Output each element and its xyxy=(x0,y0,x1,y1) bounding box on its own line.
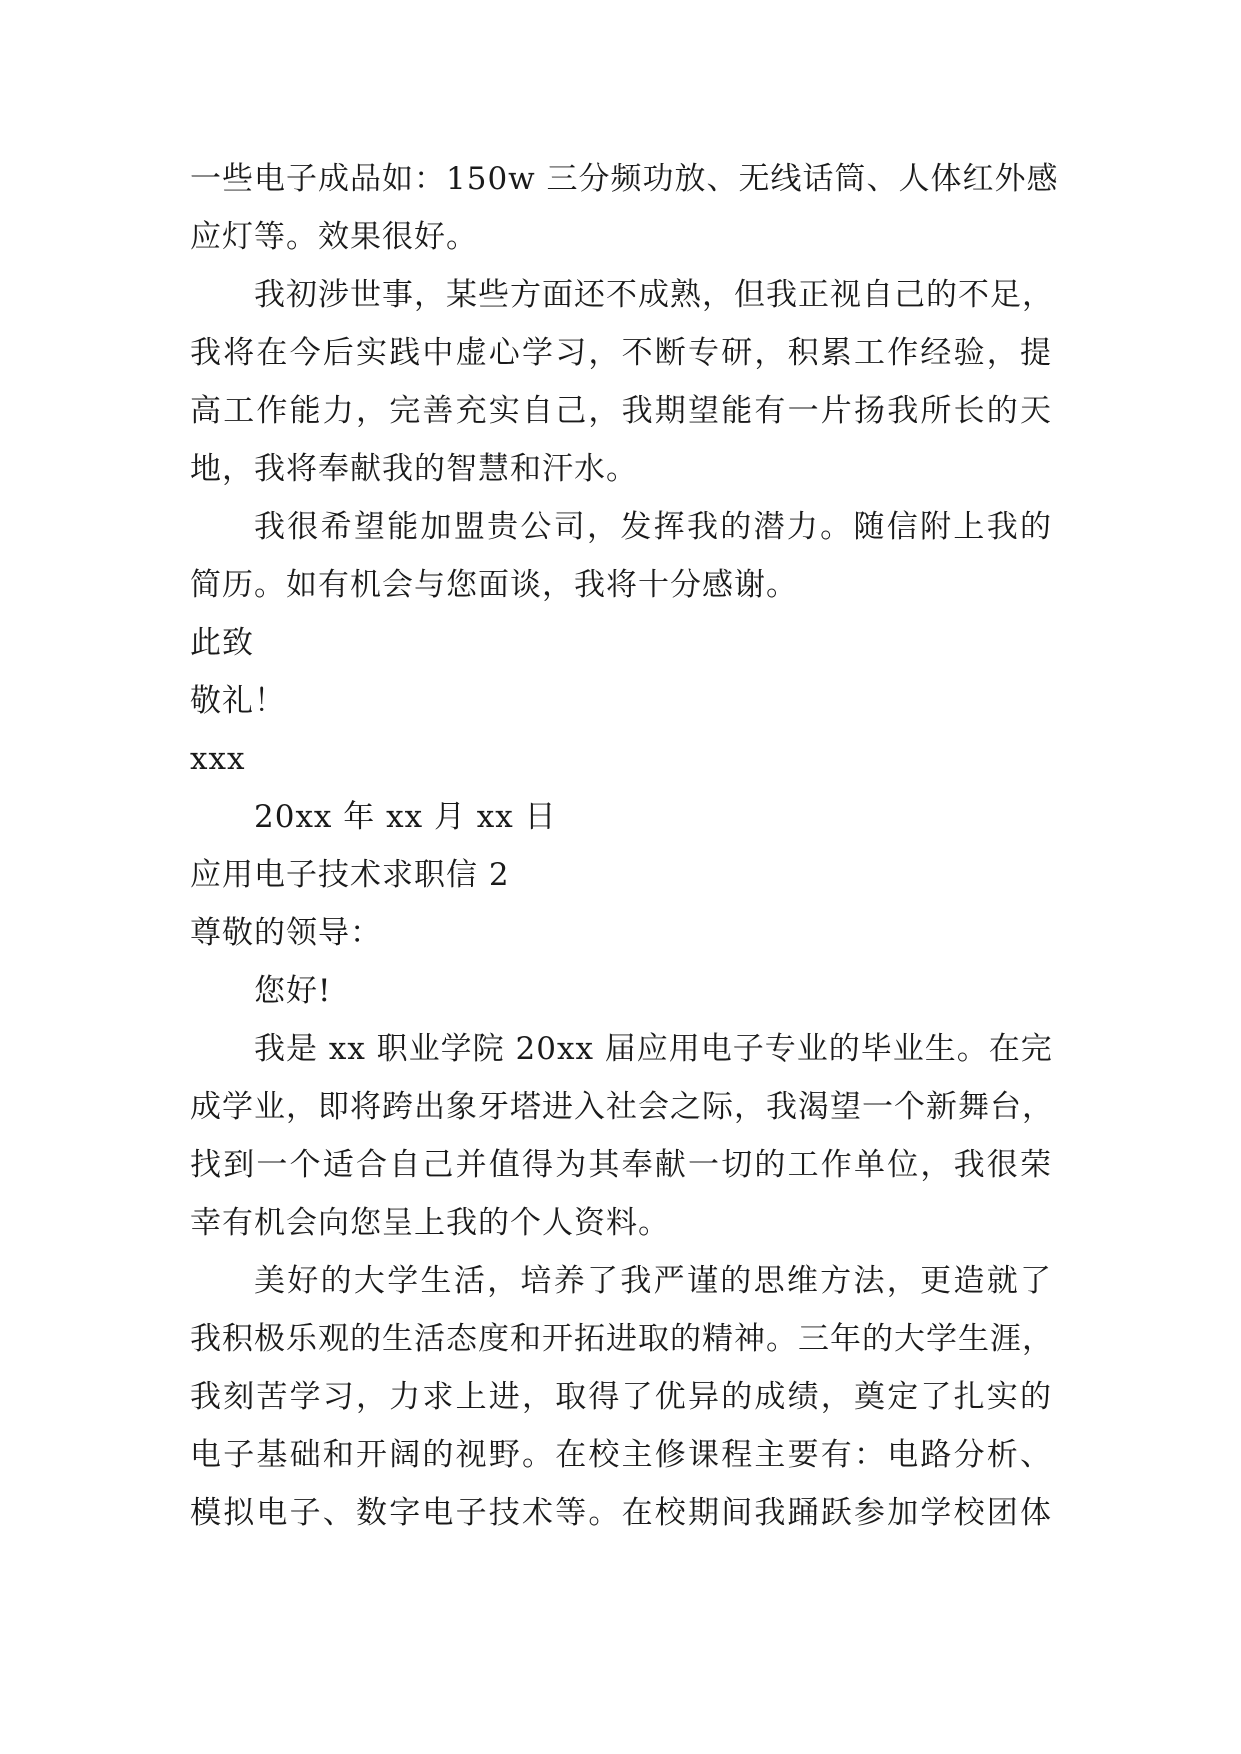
text-line: 地，我将奉献我的智慧和汗水。 xyxy=(190,451,638,487)
paragraph-start: 我很希望能加盟贵公司，发挥我的潜力。随信附上我的 xyxy=(254,509,1052,545)
text-line: 成学业，即将跨出象牙塔进入社会之际，我渴望一个新舞台， xyxy=(190,1089,1054,1125)
text-line: 找到一个适合自己并值得为其奉献一切的工作单位，我很荣 xyxy=(190,1147,1052,1183)
paragraph-start: 我初涉世事，某些方面还不成熟，但我正视自己的不足， xyxy=(254,277,1054,313)
paragraph-start: 美好的大学生活，培养了我严谨的思维方法，更造就了 xyxy=(254,1263,1052,1299)
text-line: 应灯等。效果很好。 xyxy=(190,219,478,255)
text-line: 我积极乐观的生活态度和开拓进取的精神。三年的大学生涯， xyxy=(190,1321,1054,1357)
paragraph-start: 我是 xx 职业学院 20xx 届应用电子专业的毕业生。在完 xyxy=(254,1031,1053,1067)
section-title: 应用电子技术求职信 2 xyxy=(190,857,510,893)
signature-date: 20xx 年 xx 月 xx 日 xyxy=(254,799,557,835)
greeting: 尊敬的领导： xyxy=(190,915,382,951)
document-page xyxy=(190,150,1059,1542)
text-line: 我刻苦学习，力求上进，取得了优异的成绩，奠定了扎实的 xyxy=(190,1379,1052,1415)
text-line: 一些电子成品如：150w 三分频功放、无线话筒、人体红外感 xyxy=(190,161,1059,197)
text-line: 高工作能力，完善充实自己，我期望能有一片扬我所长的天 xyxy=(190,393,1052,429)
closing-regards: 敬礼！ xyxy=(190,683,286,719)
text-line: 简历。如有机会与您面谈，我将十分感谢。 xyxy=(190,567,798,603)
text-line: 幸有机会向您呈上我的个人资料。 xyxy=(190,1205,670,1241)
signature-name: xxx xyxy=(190,741,246,777)
greeting-hello: 您好! xyxy=(254,973,332,1009)
text-line: 我将在今后实践中虚心学习，不断专研，积累工作经验，提 xyxy=(190,335,1052,371)
text-line: 电子基础和开阔的视野。在校主修课程主要有：电路分析、 xyxy=(190,1437,1052,1473)
closing-salutation: 此致 xyxy=(190,625,254,661)
text-line: 模拟电子、数字电子技术等。在校期间我踊跃参加学校团体 xyxy=(190,1495,1052,1531)
